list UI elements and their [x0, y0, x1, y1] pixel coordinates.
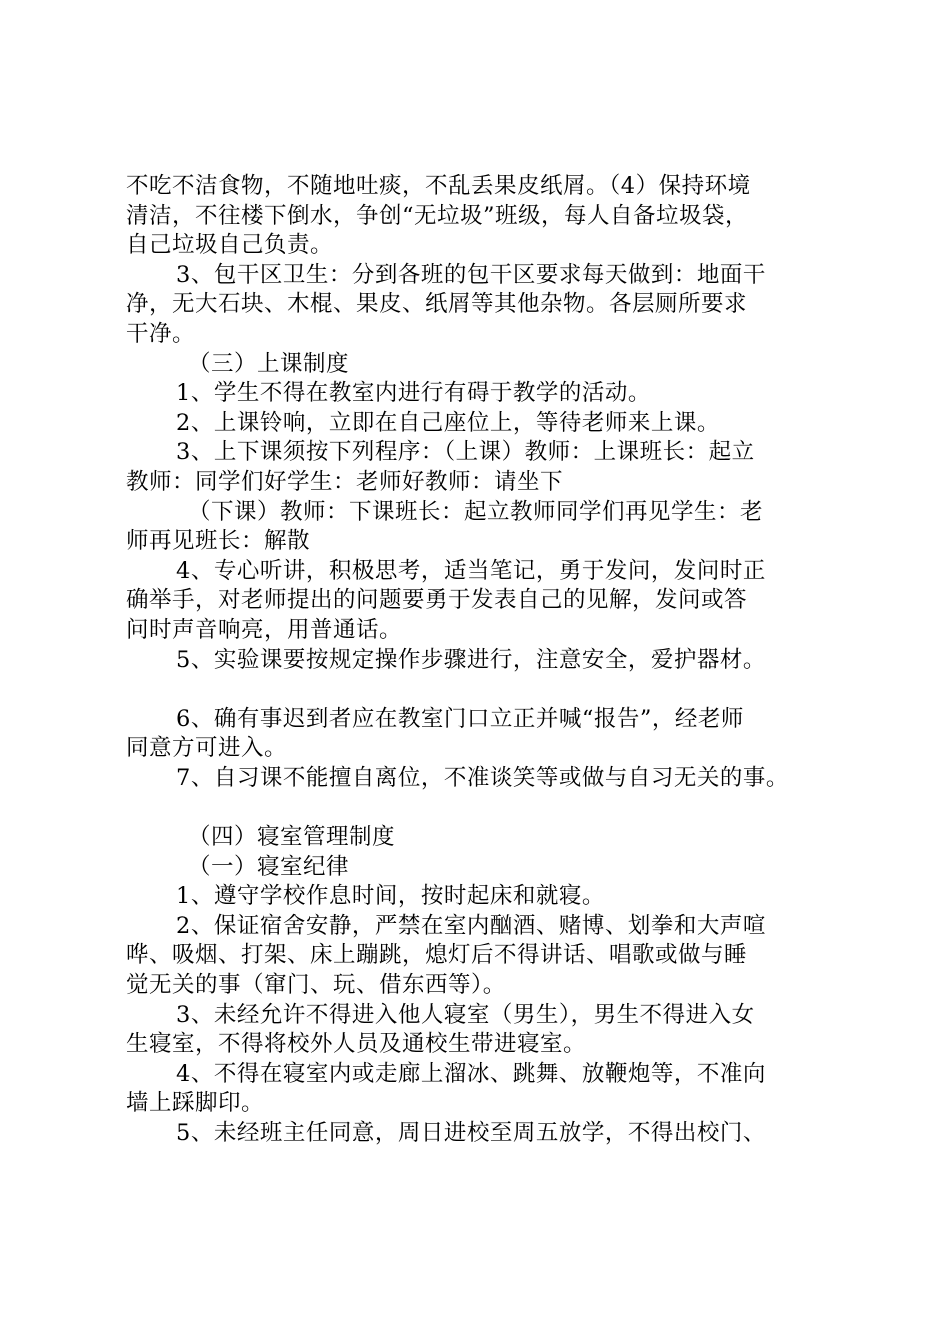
text-line: 4、不得在寝室内或走廊上溜冰、跳舞、放鞭炮等，不准向	[176, 1060, 766, 1087]
text-line: 师再见班长：解散	[126, 528, 311, 555]
text-line: 干净。	[126, 320, 196, 347]
text-line: 5、未经班主任同意，周日进校至周五放学，不得出校门、	[176, 1120, 766, 1146]
blank-line	[126, 675, 838, 705]
text-line: 1、遵守学校作息时间，按时起床和就寝。	[176, 883, 605, 910]
text-line: 1、学生不得在教室内进行有碍于教学的活动。	[176, 380, 651, 407]
text-line: 3、上下课须按下列程序：（上课）教师：上课班长：起立	[176, 439, 755, 466]
text-line: 2、上课铃响，立即在自己座位上，等待老师来上课。	[176, 409, 720, 436]
text-line: 生寝室，不得将校外人员及通校生带进寝室。	[126, 1031, 587, 1058]
text-line: 2、保证宿舍安静，严禁在室内酗酒、赌博、划拳和大声喧	[176, 912, 766, 939]
text-line: 自己垃圾自己负责。	[126, 232, 334, 259]
document-body	[126, 172, 838, 1149]
text-line: 同意方可进入。	[126, 735, 288, 762]
text-line: 教师：同学们好学生：老师好教师：请坐下	[126, 468, 564, 495]
blank-line	[126, 793, 838, 823]
text-line: 7、自习课不能擅自离位，不准谈笑等或做与自习无关的事。	[176, 764, 789, 791]
text-line: 不吃不洁食物，不随地吐痰，不乱丢果皮纸屑。（4）保持环境	[126, 173, 751, 199]
text-line: （下课）教师：下课班长：起立教师同学们再见学生：老	[188, 498, 764, 525]
text-line: 净，无大石块、木棍、果皮、纸屑等其他杂物。各层厕所要求	[126, 291, 748, 318]
section-heading: （三）上课制度	[188, 350, 350, 377]
text-line: 3、包干区卫生：分到各班的包干区要求每天做到：地面干	[176, 261, 766, 288]
text-line: 问时声音响亮，用普通话。	[126, 616, 403, 643]
text-line: 清洁，不往楼下倒水，争创“无垃圾”班级，每人自备垃圾袋，	[126, 202, 749, 229]
text-line: 5、实验课要按规定操作步骤进行，注意安全，爱护器材。	[176, 646, 766, 673]
text-line: 6、确有事迟到者应在教室门口立正并喊“报告”，经老师	[176, 705, 744, 732]
text-line: 墙上踩脚印。	[126, 1090, 265, 1117]
text-line: 哗、吸烟、打架、床上蹦跳，熄灯后不得讲话、唱歌或做与睡	[126, 942, 748, 969]
text-line: 确举手，对老师提出的问题要勇于发表自己的见解，发问或答	[126, 587, 748, 614]
subsection-heading: （一）寝室纪律	[188, 853, 350, 880]
section-heading: （四）寝室管理制度	[188, 824, 396, 851]
text-line: 觉无关的事（窜门、玩、借东西等）。	[126, 972, 506, 999]
text-line: 4、专心听讲，积极思考，适当笔记，勇于发问，发问时正	[176, 557, 766, 584]
text-line: 3、未经允许不得进入他人寝室（男生），男生不得进入女	[176, 1001, 755, 1028]
